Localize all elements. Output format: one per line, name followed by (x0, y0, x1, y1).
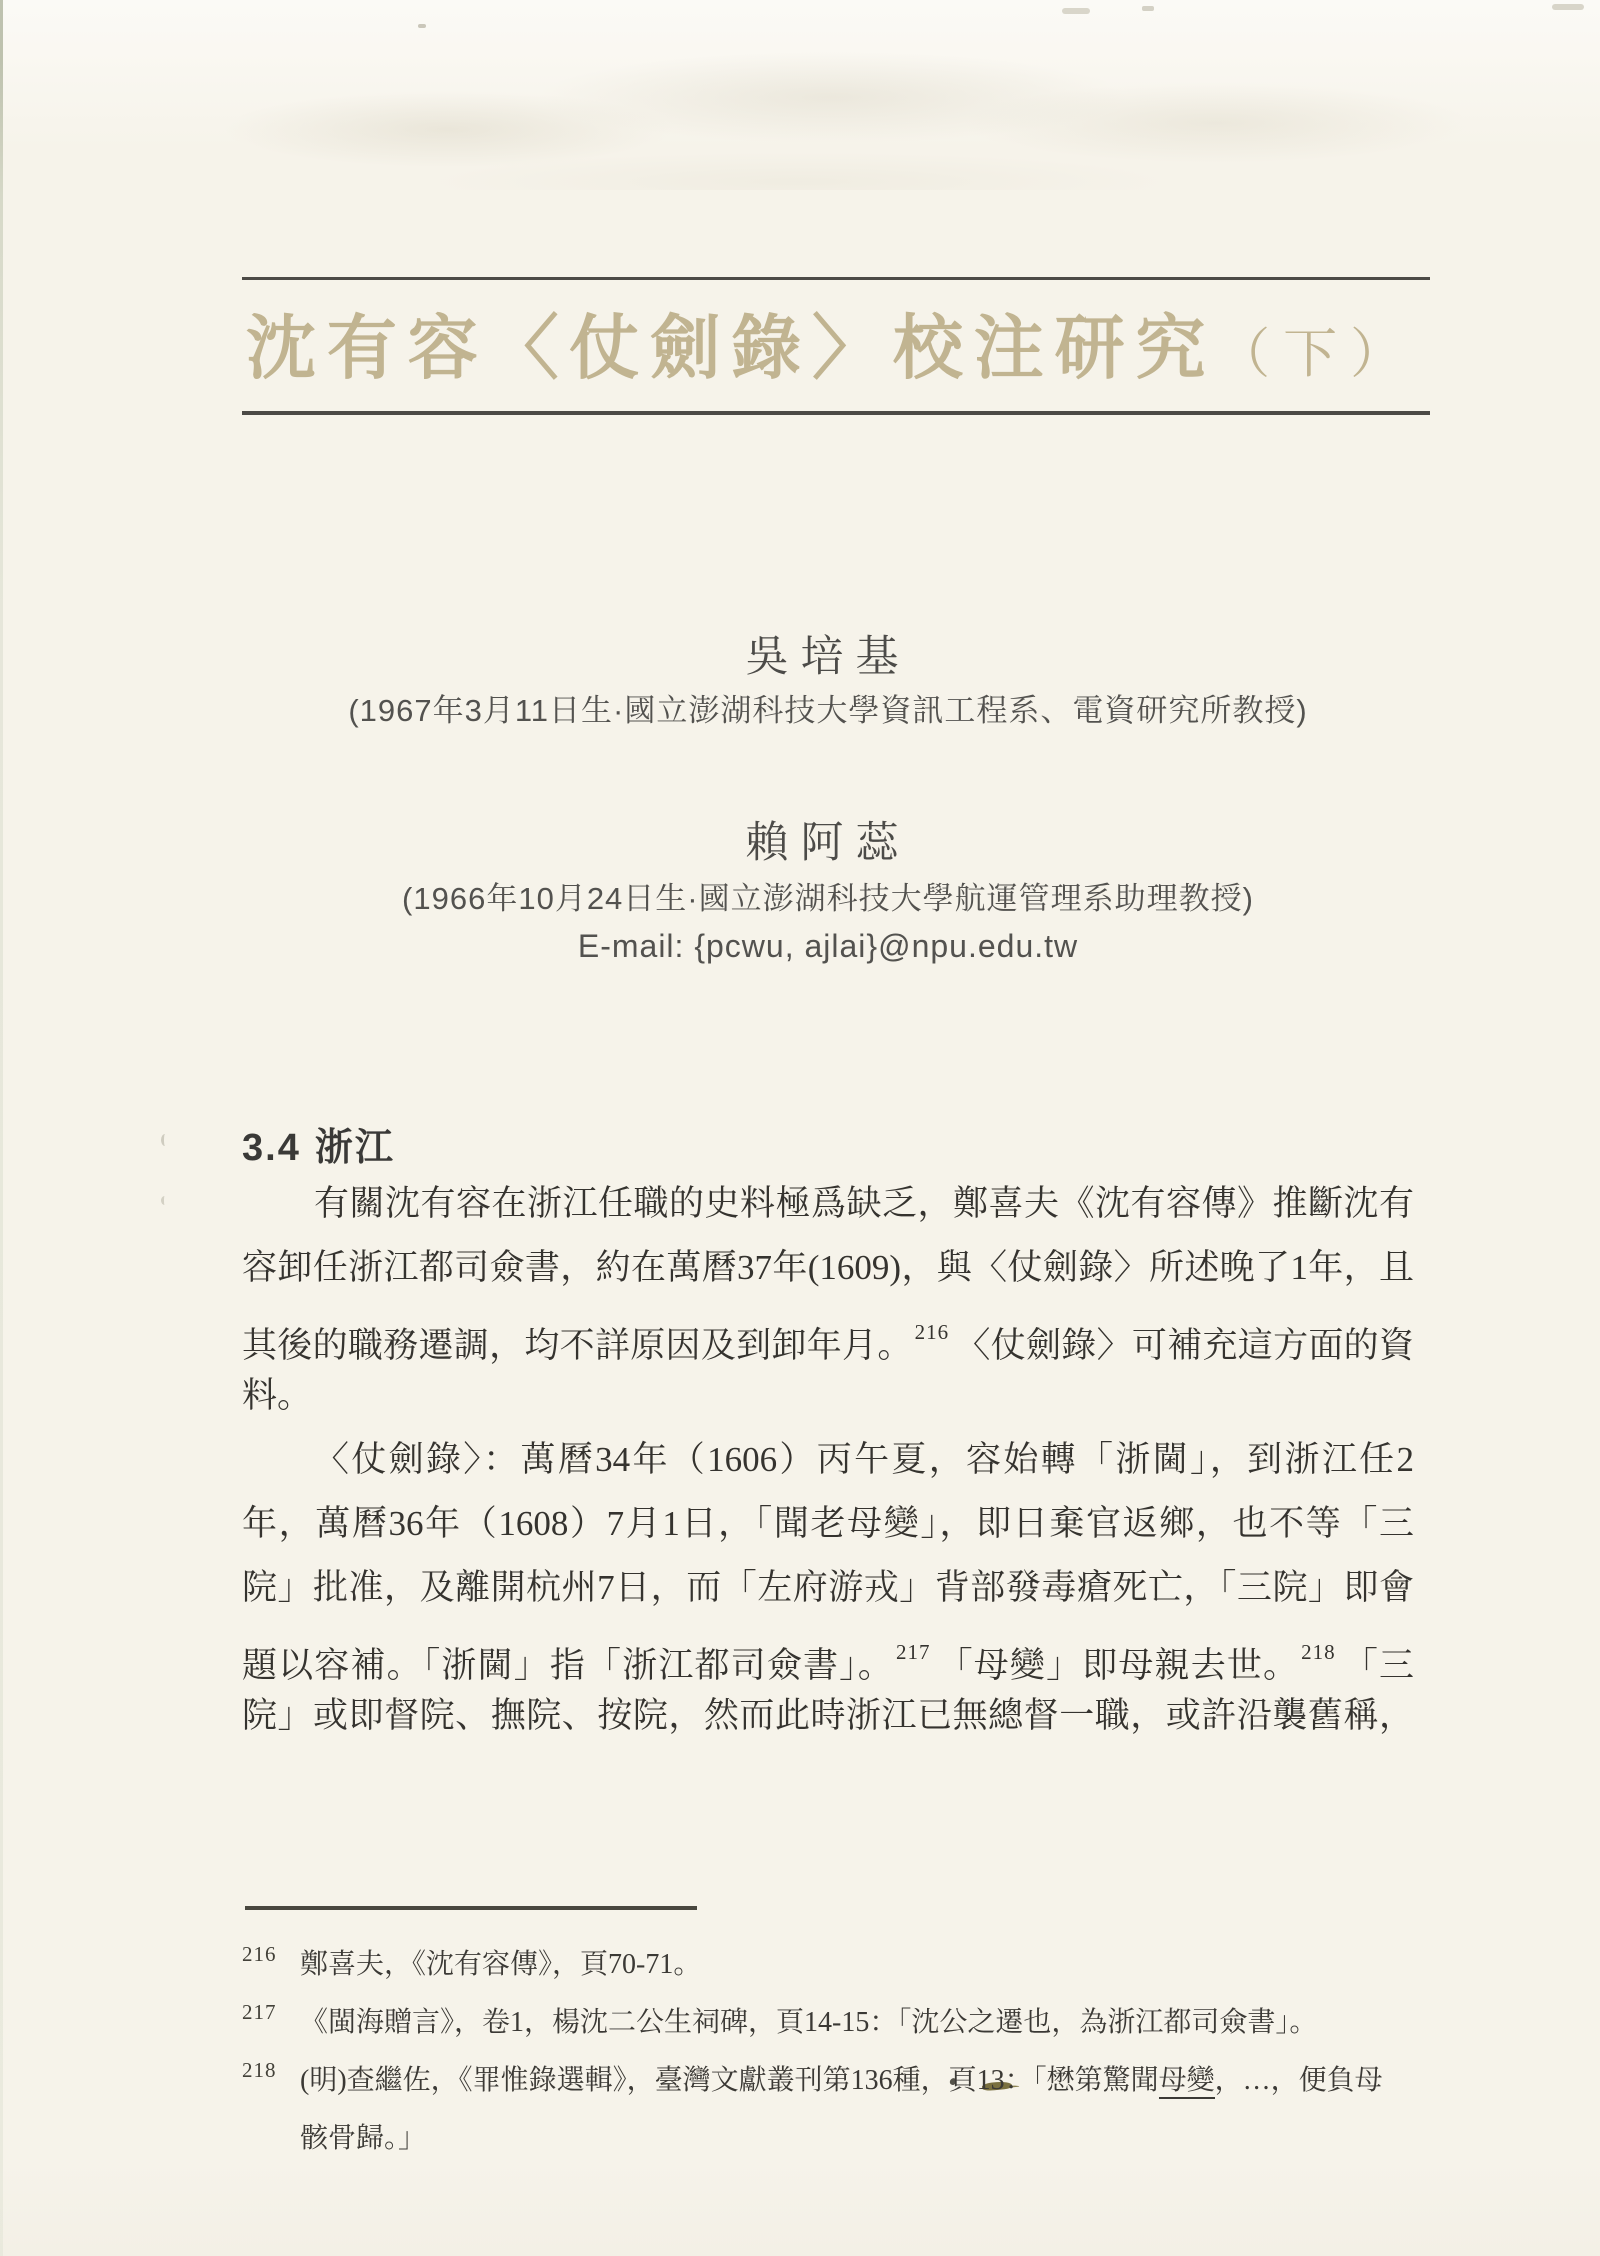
body-line (242, 1428, 1414, 1492)
text-segment: 〈仗劍錄〉：萬曆34年（1606）丙午夏，容始轉「浙閫」，到浙江任2 (314, 1440, 1414, 1479)
text-segment: 容卸任浙江都司僉書，約在萬曆37年(1609)，與〈仗劍錄〉所述晚了1年，且 (242, 1248, 1414, 1287)
text-segment: 院」或即督院、撫院、按院，然而此時浙江已無總督一職，或許沿襲舊稱， (242, 1696, 1414, 1735)
scan-speck (161, 1196, 168, 1205)
section-number: 3.4 (242, 1127, 301, 1169)
footnote-line (300, 1994, 1428, 2052)
footnote (242, 1936, 1428, 1994)
footnote-line (300, 2052, 1428, 2110)
body-line (242, 1684, 1414, 1748)
scan-speck (418, 24, 426, 28)
text-segment: 年，萬曆36年（1608）7月1日，「聞老母變」，即日棄官返鄉，也不等「三 (242, 1504, 1414, 1543)
footnote (242, 2052, 1428, 2168)
page-title (246, 288, 1406, 412)
scan-speck (161, 1134, 169, 1146)
footnote-ref: 218 (1301, 1640, 1336, 1664)
text-segment: 鄭喜夫，《沈有容傳》，頁70-71。 (300, 1949, 702, 1980)
footnotes (242, 1936, 1428, 2168)
text-segment: ，…，便負母 (1214, 2065, 1383, 2096)
text-segment: 有關沈有容在浙江任職的史料極爲缺乏，鄭喜夫《沈有容傳》推斷沈有 (314, 1184, 1414, 1223)
footnote-text (300, 2052, 1428, 2168)
author-1-name: 吳培基 (745, 634, 911, 681)
text-segment: 〈仗劍錄〉可補充這方面的資 (955, 1326, 1414, 1364)
author-2-affiliation: (1966年10月24日生·國立澎湖科技大學航運管理系助理教授) (402, 881, 1254, 916)
footnote-separator (245, 1906, 697, 1910)
body-line (242, 1300, 1414, 1364)
body-text (242, 1172, 1414, 1748)
author-2-name: 賴阿蕊 (745, 820, 911, 867)
scan-speck (1062, 8, 1090, 14)
footnote-line (300, 1936, 1428, 1994)
footnote-ref: 216 (914, 1320, 950, 1344)
body-line (242, 1492, 1414, 1556)
text-segment: (明)查繼佐，《罪惟錄選輯》，臺灣文獻叢刊第136種，頁13：「懋第驚聞 (300, 2065, 1159, 2096)
title-rule-bottom (242, 411, 1430, 415)
text-segment: 料。 (242, 1376, 313, 1415)
author-1-affiliation: (1967年3月11日生·國立澎湖科技大學資訊工程系、電資研究所教授) (348, 693, 1308, 728)
section-heading (242, 1116, 395, 1171)
title-rule-top (242, 277, 1430, 280)
text-segment: 「母變」即母親去世。 (936, 1646, 1300, 1684)
scan-speck (1552, 4, 1584, 10)
body-line (242, 1236, 1414, 1300)
underlined-text: 母變 (1159, 2065, 1215, 2099)
text-segment: 骸骨歸。」 (300, 2123, 427, 2154)
page-title-main: 沈有容〈仗劍錄〉校注研究 (246, 311, 1217, 388)
text-segment: 院」批准，及離開杭州7日，而「左府游戎」背部發毒瘡死亡，「三院」即會 (242, 1568, 1414, 1607)
footnote-number: 218 (242, 2058, 277, 2082)
text-segment: 《閩海贈言》，卷1，楊沈二公生祠碑，頁14-15：「沈公之遷也，為浙江都司僉書」。 (300, 2007, 1318, 2038)
footnote-text (300, 1994, 1428, 2052)
section-title: 浙江 (314, 1127, 395, 1169)
text-segment: 其後的職務遷調，均不詳原因及到卸年月。 (242, 1326, 913, 1364)
text-segment: 題以容補。「浙閫」指「浙江都司僉書」。 (242, 1646, 894, 1684)
footnote-number: 216 (242, 1942, 277, 1966)
footnote-number: 217 (242, 2000, 277, 2024)
scan-edge-artifact (0, 0, 3, 2256)
scan-speck (1142, 6, 1154, 11)
footnote-ref: 217 (895, 1640, 931, 1664)
footnote-line (300, 2110, 1428, 2168)
body-line (242, 1556, 1414, 1620)
footnote-text (300, 1936, 1428, 1994)
scan-texture (0, 30, 1600, 190)
body-line (242, 1620, 1414, 1684)
body-line (242, 1364, 1414, 1428)
body-line (242, 1172, 1414, 1236)
footnote (242, 1994, 1428, 2052)
text-segment: 「三 (1341, 1646, 1414, 1684)
page-title-suffix: （下） (1216, 324, 1407, 384)
authors-email: E-mail: {pcwu, ajlai}@npu.edu.tw (577, 928, 1079, 964)
